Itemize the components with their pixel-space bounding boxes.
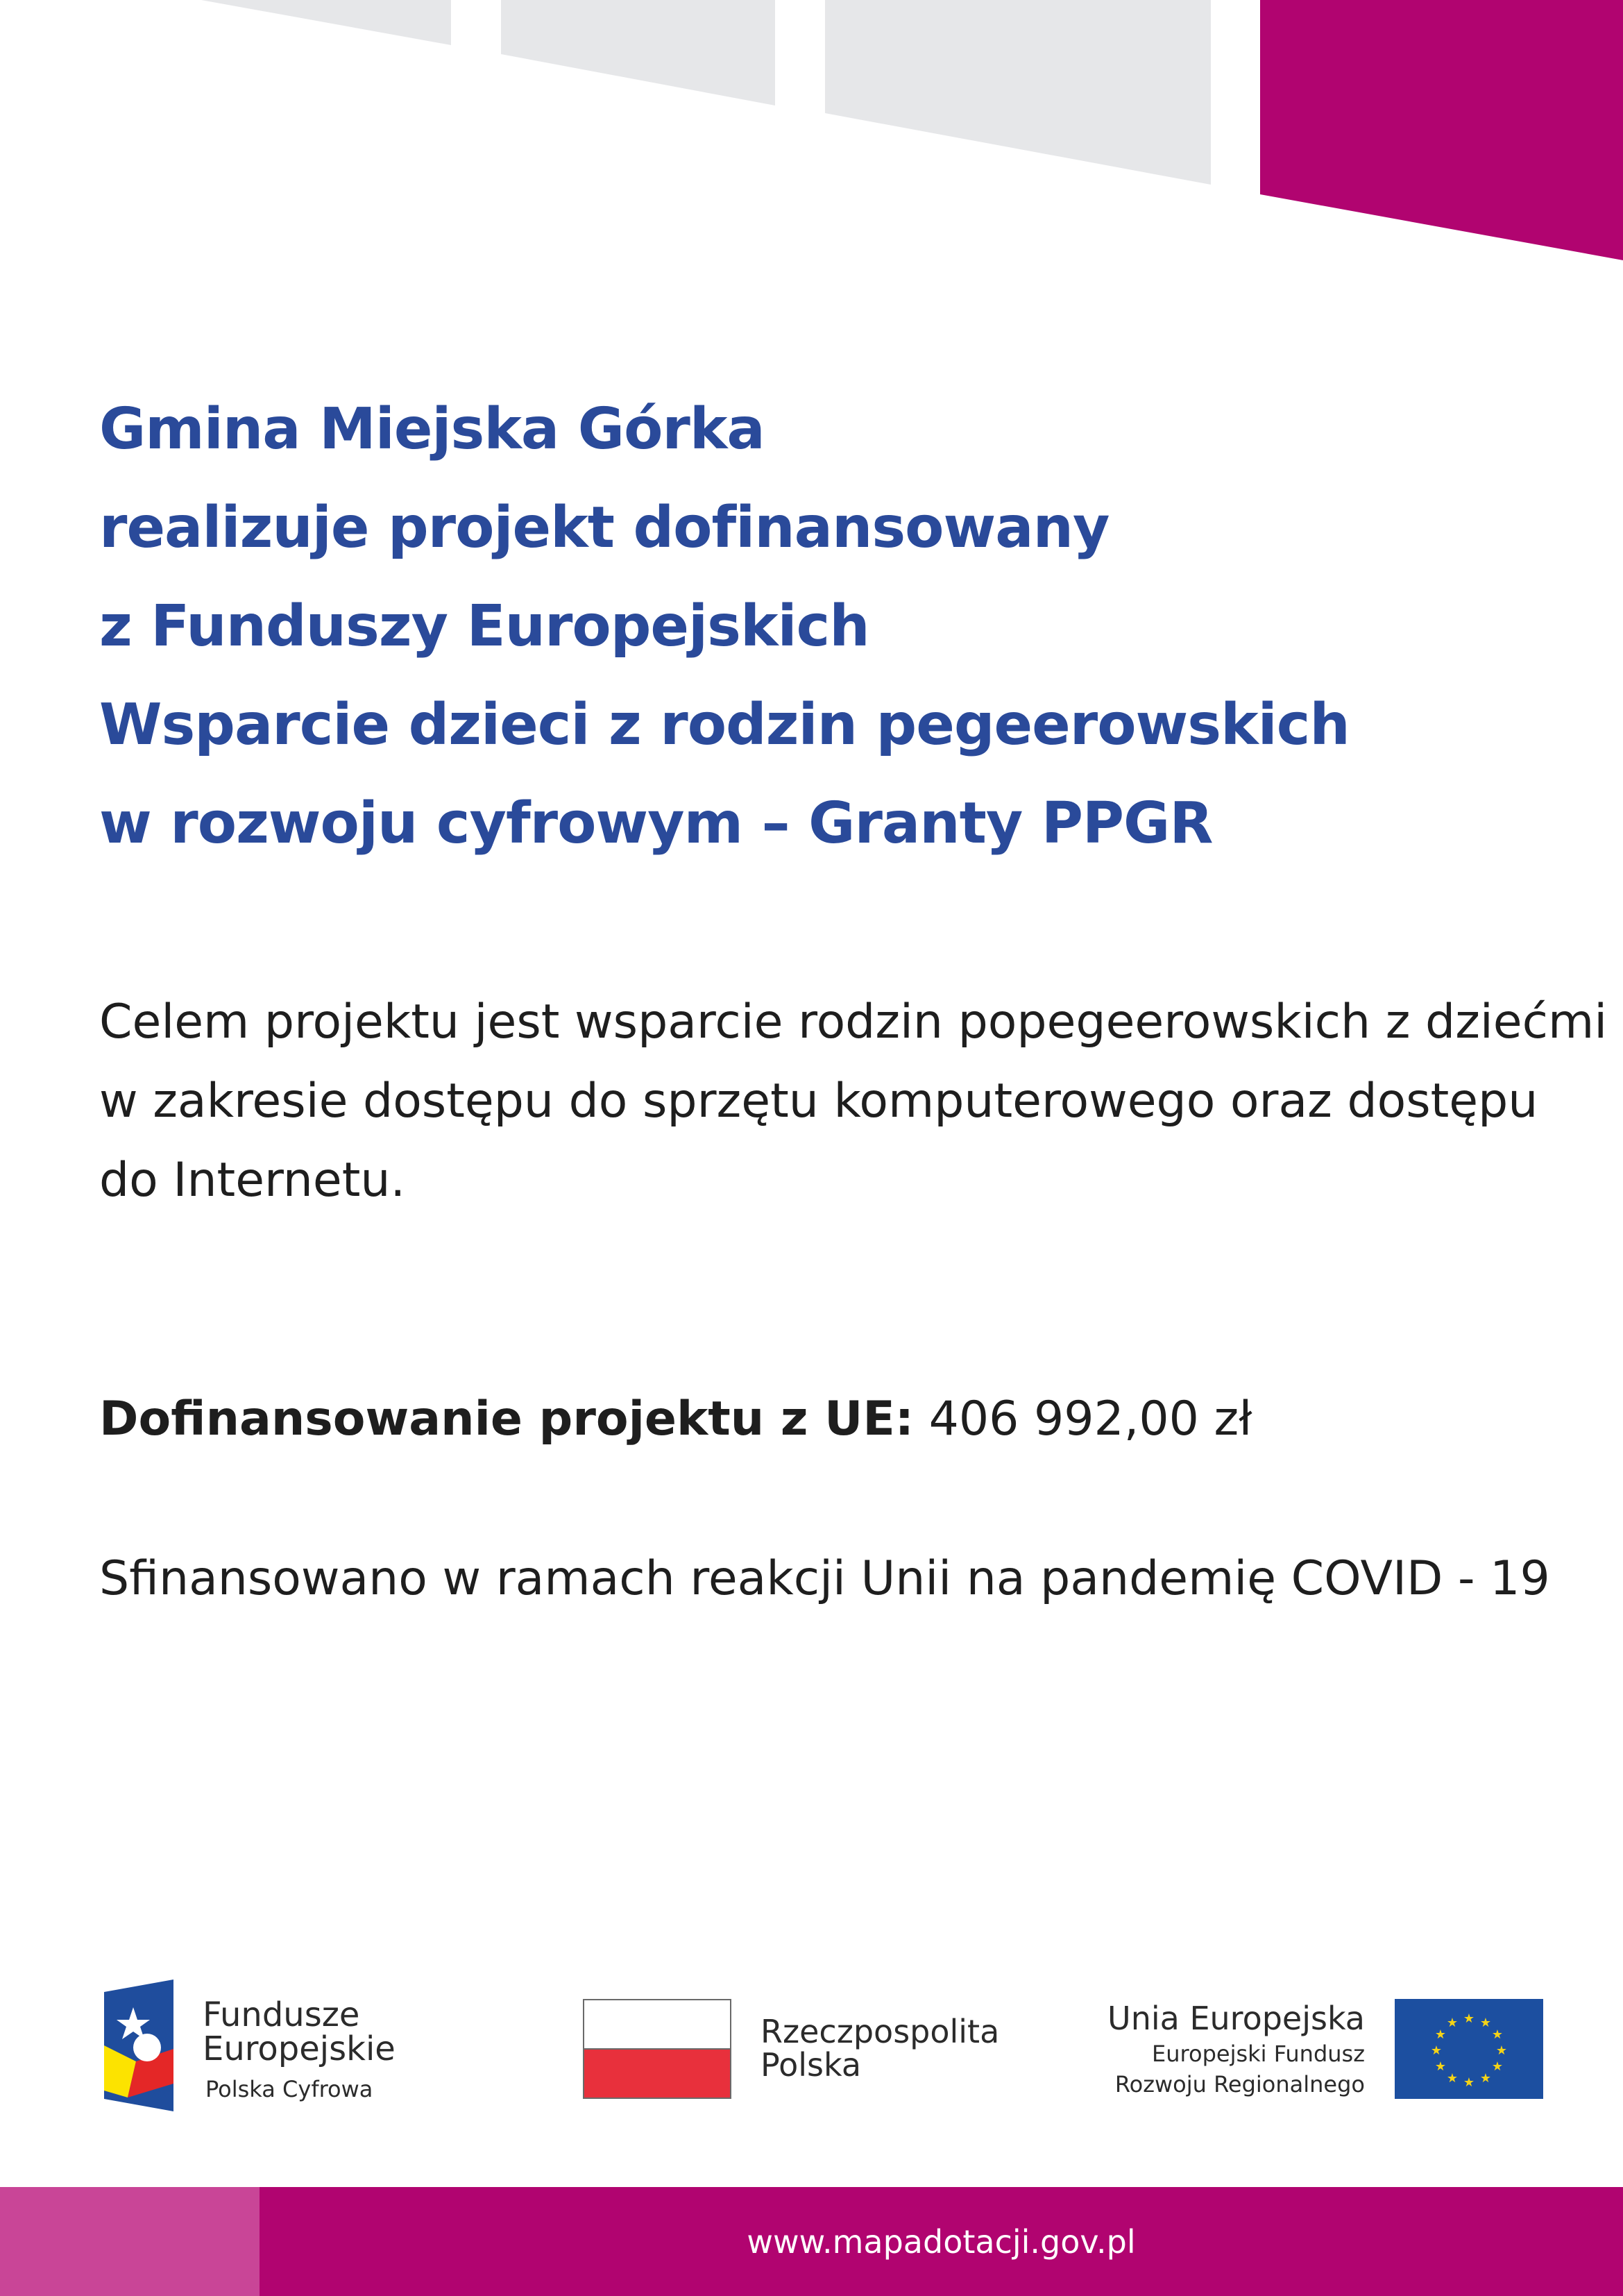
svg-text:★: ★: [1463, 2011, 1475, 2026]
polish-flag-icon: [583, 1999, 731, 2099]
eu-logo-line-2: Europejski Fundusz: [1152, 2041, 1365, 2067]
deco-grey-shape-2: [501, 0, 775, 105]
svg-text:★: ★: [1430, 2043, 1443, 2058]
svg-text:★: ★: [1491, 2059, 1504, 2074]
fundusze-europejskie-icon: [104, 1980, 176, 2111]
eu-logo-line-1: Unia Europejska: [1107, 2000, 1365, 2037]
svg-text:★: ★: [1463, 2075, 1475, 2090]
footer-accent-block: [0, 2187, 260, 2296]
deco-grey-shape-3: [825, 0, 1211, 185]
deco-magenta-shape: [1260, 0, 1623, 260]
top-decoration: [0, 0, 1623, 264]
project-headline: [99, 380, 1487, 873]
svg-text:★: ★: [1446, 2016, 1459, 2030]
svg-text:★: ★: [1446, 2071, 1459, 2086]
fe-logo-line-2: Europejskie: [203, 2029, 396, 2068]
description-line-3: do Internetu.: [99, 1153, 406, 1208]
funding-amount: [99, 1385, 1252, 1454]
footer-url: www.mapadotacji.gov.pl: [747, 2222, 1136, 2261]
headline-line-4: Wsparcie dzieci z rodzin pegeerowskich: [99, 692, 1350, 758]
funding-label: Dofinansowanie projektu z UE:: [99, 1392, 914, 1446]
rp-logo-line-1: Rzeczpospolita: [760, 2013, 1000, 2050]
svg-text:★: ★: [1491, 2027, 1504, 2042]
headline-line-1: Gmina Miejska Górka: [99, 396, 765, 462]
description-line-1: Celem projektu jest wsparcie rodzin popegeerowskich z dziećmi: [99, 995, 1608, 1049]
rp-logo-line-2: Polska: [760, 2046, 862, 2084]
fe-logo-line-1: Fundusze: [203, 1995, 360, 2034]
svg-text:★: ★: [1434, 2059, 1447, 2074]
fe-logo-line-3: Polska Cyfrowa: [205, 2076, 373, 2102]
description-line-2: w zakresie dostępu do sprzętu komputerowego oraz dostępu: [99, 1074, 1538, 1129]
svg-text:★: ★: [1495, 2043, 1508, 2058]
svg-text:★: ★: [1479, 2071, 1492, 2086]
headline-line-2: realizuje projekt dofinansowany: [99, 495, 1110, 561]
footer-bar: [0, 2187, 1623, 2296]
svg-text:★: ★: [1479, 2016, 1492, 2030]
covid-note: Sfinansowano w ramach reakcji Unii na pandemię COVID - 19: [99, 1551, 1550, 1606]
headline-line-3: z Funduszy Europejskich: [99, 593, 869, 659]
headline-line-5: w rozwoju cyfrowym – Granty PPGR: [99, 791, 1213, 856]
funding-value: 406 992,00 zł: [913, 1392, 1252, 1446]
eu-logo-line-3: Rozwoju Regionalnego: [1114, 2071, 1365, 2097]
eu-flag-icon: [1395, 1999, 1543, 2099]
svg-text:★: ★: [1434, 2027, 1447, 2042]
project-description: [99, 983, 1608, 1220]
deco-grey-shape-1: [201, 0, 451, 45]
